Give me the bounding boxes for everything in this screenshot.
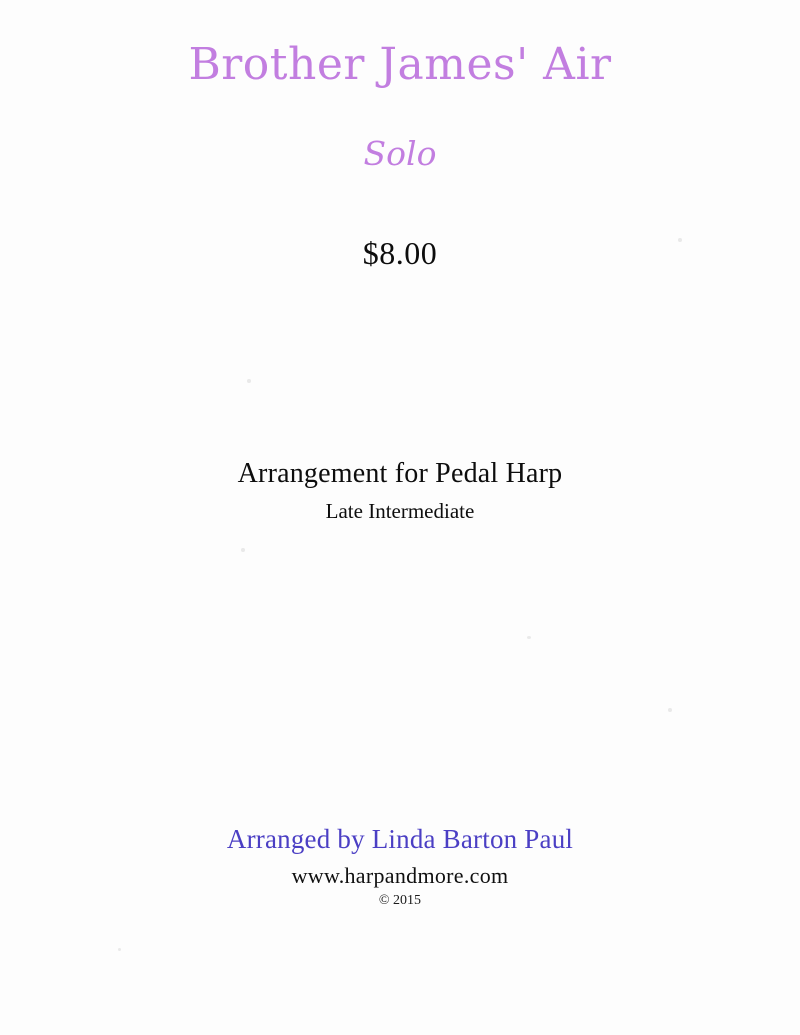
scan-speck [241, 548, 245, 552]
arrangement-label: Arrangement for Pedal Harp [237, 457, 563, 489]
scan-speck [247, 379, 251, 383]
arranger-credit: Arranged by Linda Barton Paul [226, 824, 574, 854]
website-url: www.harpandmore.com [291, 863, 509, 888]
scan-speck [668, 708, 672, 712]
price-label: $8.00 [362, 234, 438, 271]
page-subtitle: Solo [363, 133, 437, 173]
difficulty-level-label: Late Intermediate [325, 498, 475, 523]
copyright-notice: © 2015 [378, 893, 422, 908]
scan-speck [678, 238, 682, 242]
footer-block [0, 824, 800, 909]
page-title: Brother James' Air [188, 39, 612, 90]
scan-speck [118, 948, 121, 951]
scan-speck [527, 636, 531, 639]
arrangement-block [238, 458, 563, 524]
